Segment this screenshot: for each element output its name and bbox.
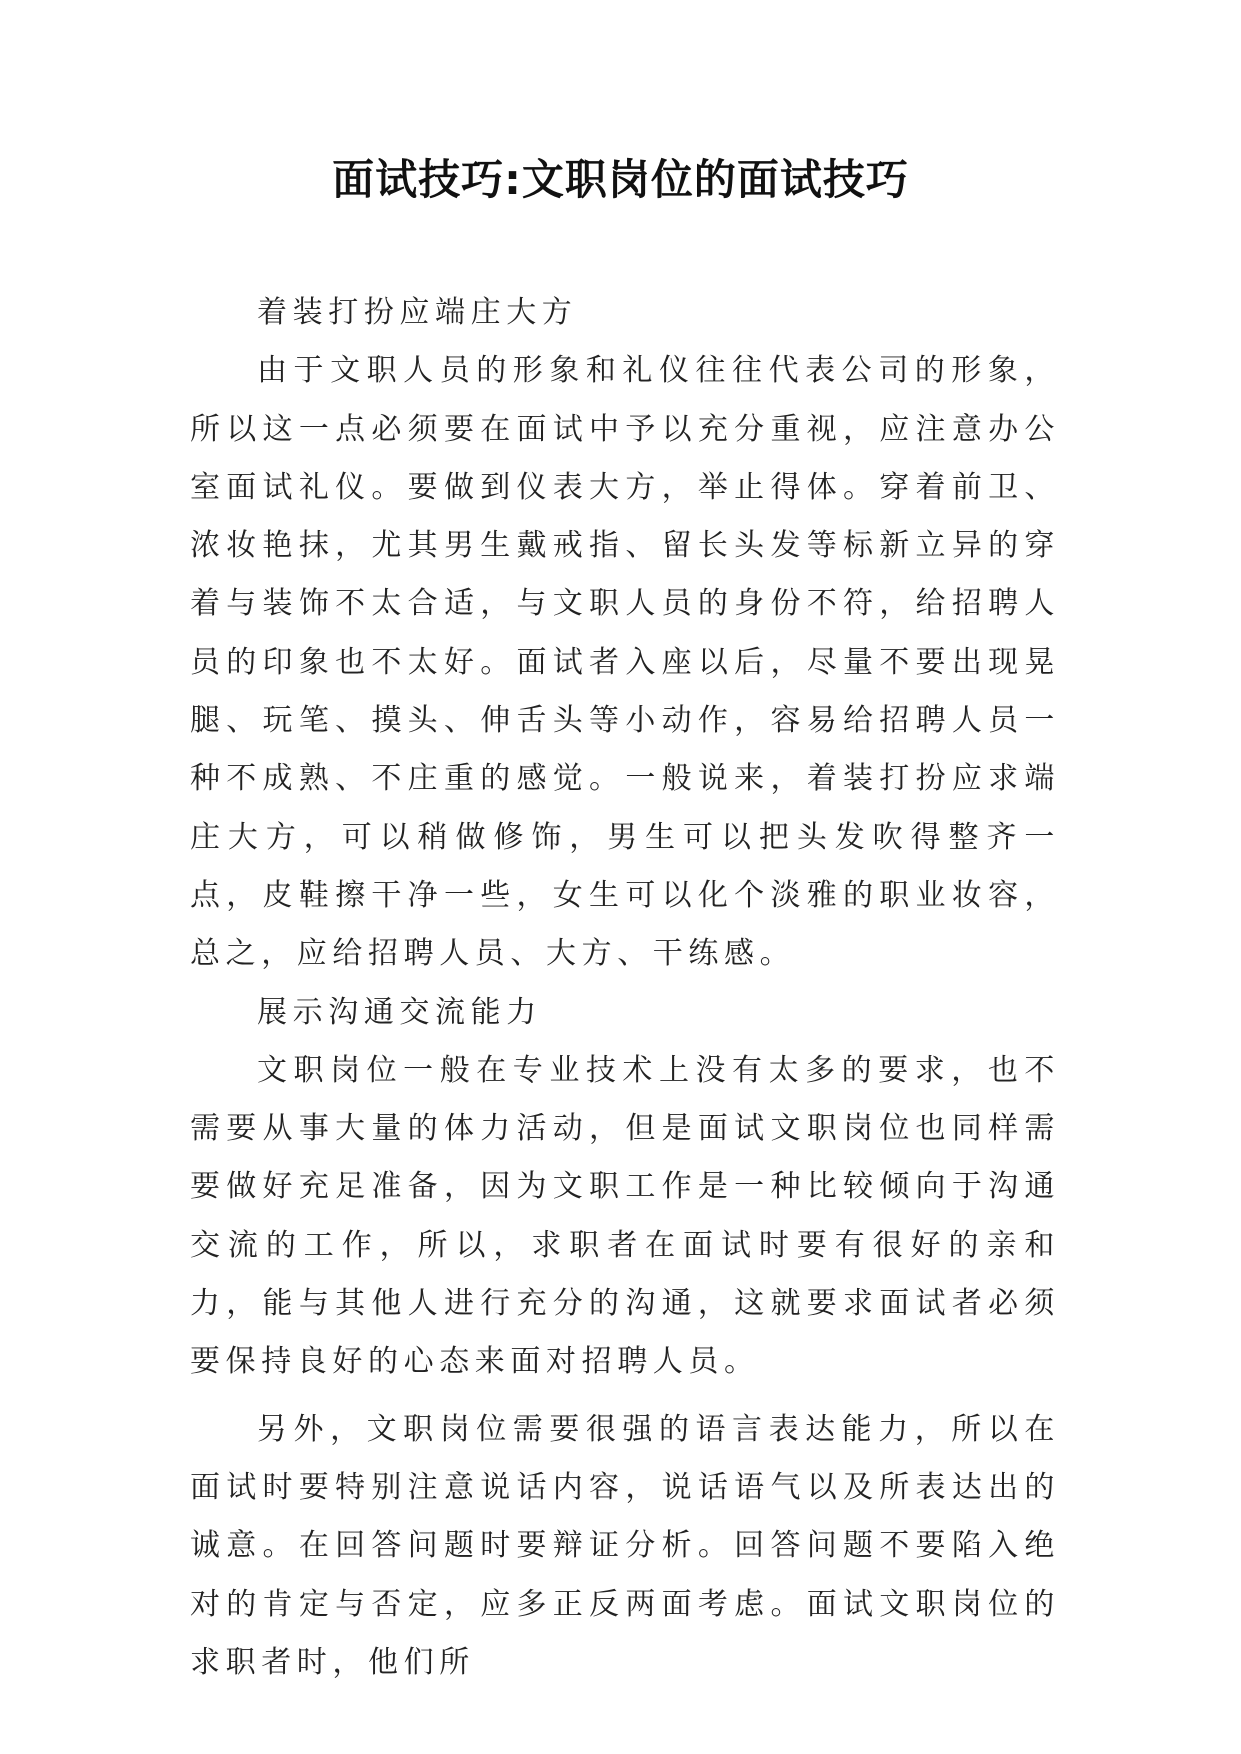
paragraph-attire: 由于文职人员的形象和礼仪往往代表公司的形象，所以这一点必须要在面试中予以充分重视，应注意办公室面试礼仪。要做到仪表大方，举止得体。穿着前卫、浓妆艳抹，尤其男生戴戒指、留长头发等标新立异的穿着与装饰不太合适，与文职人员的身份不符，给招聘人员的印象也不太好。面试者入座以后，尽量不要出现晃腿、玩笔、摸头、伸舌头等小动作，容易给招聘人员一种不成熟、不庄重的感觉。一般说来，着装打扮应求端庄大方，可以稍做修饰，男生可以把头发吹得整齐一点，皮鞋擦干净一些，女生可以化个淡雅的职业妆容，总之，应给招聘人员、大方、干练感。 <box>190 353 1060 972</box>
document-body <box>190 284 1060 1692</box>
document-title: 面试技巧:文职岗位的面试技巧 <box>332 155 909 204</box>
section-heading-communication: 展示沟通交流能力 <box>257 994 542 1030</box>
paragraph-language: 另外，文职岗位需要很强的语言表达能力，所以在面试时要特别注意说话内容，说话语气以及所表达出的诚意。在回答问题时要辩证分析。回答问题不要陷入绝对的肯定与否定，应多正反两面考虑。面试文职岗位的求职者时，他们所 <box>190 1411 1060 1680</box>
section-heading-attire: 着装打扮应端庄大方 <box>257 295 578 330</box>
paragraph-communication: 文职岗位一般在专业技术上没有太多的要求，也不需要从事大量的体力活动，但是面试文职岗位也同样需要做好充足准备，因为文职工作是一种比较倾向于沟通交流的工作，所以，求职者在面试时要有很好的亲和力，能与其他人进行充分的沟通，这就要求面试者必须要保持良好的心态来面对招聘人员。 <box>190 1052 1060 1380</box>
